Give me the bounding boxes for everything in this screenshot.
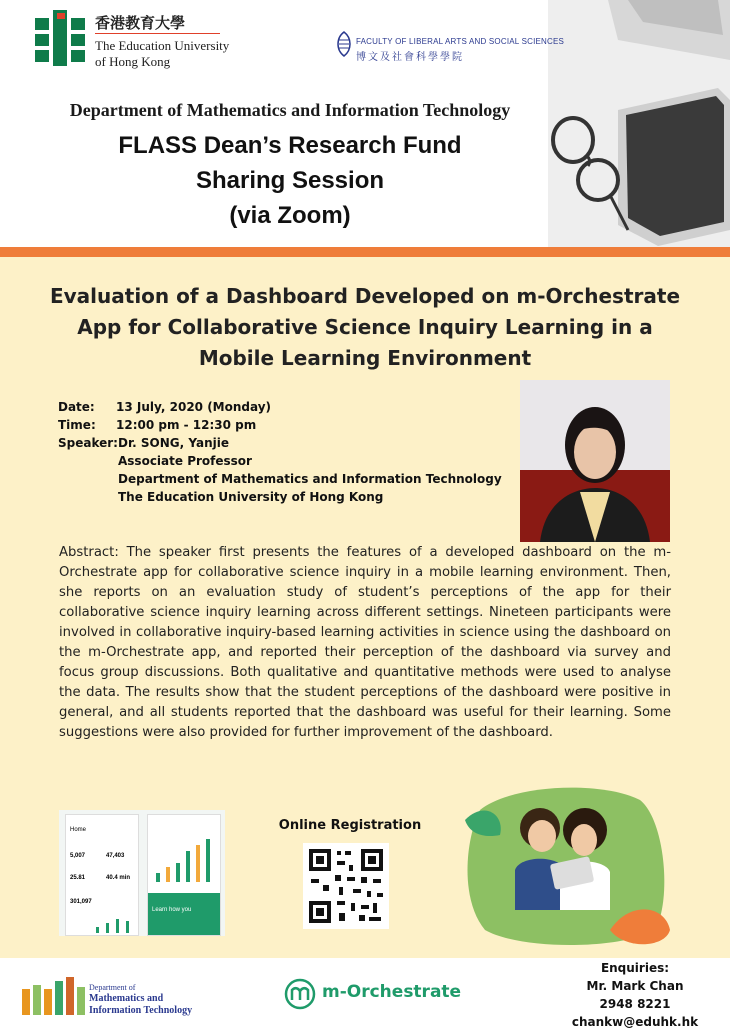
orange-divider [0,247,730,257]
speaker-title: Associate Professor [118,454,252,468]
abstract-text: Abstract: The speaker first presents the features of a developed dashboard on the m-Orchestrate app for collaborative science inquiry in a mobile learning environment. Then, she reports on an evaluation study of student’s perceptions of the app for their collaborative science inquiry learning across different settings. Nineteen participants were involved in collaborative inquiry-based learning activities in science using the dashboard on the m-Orchestrate app, and reported their perception of the dashboard via survey and focus group discussions. Both qualitative and quantitative methods were used to analyse the data. The results show that the student perceptions of the dashboard were positive in general, and all students reported that the dashboard was useful for their learning. Some suggestions were also provided for further improvement of the dashboard. [59,545,671,740]
speaker-university: The Education University of Hong Kong [118,490,384,504]
app-stat-3: 25.81 [70,875,86,881]
desk-photo [548,0,730,247]
app-home-label: Home [70,827,87,833]
children-tablet-photo [460,780,672,952]
department-title: Department of Mathematics and Information Technology [69,100,511,120]
eduhk-name-en-1: The Education University [95,38,230,53]
app-stat-5: 301,097 [70,899,92,905]
headline-line-3: (via Zoom) [229,202,351,229]
time-value: 12:00 pm - 12:30 pm [116,418,257,432]
online-registration-label: Online Registration [278,818,422,833]
contact-name: Mr. Mark Chan [586,979,684,993]
headline-line-2: Sharing Session [195,167,385,194]
qr-code[interactable] [303,843,389,929]
flass-logo-icon [333,30,355,58]
date-value: 13 July, 2020 (Monday) [116,400,272,414]
app-bar-chart [152,837,216,882]
mit-line-2: Mathematics and [89,993,164,1004]
date-label: Date: [58,400,95,414]
phone-home-screen [65,814,139,936]
speaker-label: Speaker: [58,436,118,450]
headline-line-1: FLASS Dean’s Research Fund [118,132,462,159]
phone-chart-screen [147,814,221,936]
app-stat-2: 47,403 [106,853,125,859]
talk-title-line-1: Evaluation of a Dashboard Developed on m-Orchestrate [49,284,681,308]
app-stat-4: 40.4 min [106,875,131,881]
speaker-department: Department of Mathematics and Information Technology [118,472,502,486]
talk-title [0,281,730,374]
app-stat-1: 5,007 [70,853,86,859]
m-orchestrate-logo-icon [284,978,316,1010]
talk-title-line-3: Mobile Learning Environment [198,346,532,370]
mit-logo-icon [20,975,90,1017]
eduhk-name-zh: 香港教育大學 [95,14,186,32]
speaker-photo [520,380,670,542]
m-orchestrate-name: m-Orchestrate [322,982,462,1002]
mit-line-3: Information Technology [89,1005,193,1016]
app-learn-card [148,893,220,935]
speaker-name: Dr. SONG, Yanjie [118,436,229,450]
enquiries-label: Enquiries: [600,961,670,975]
contact-phone: 2948 8221 [599,997,671,1011]
flass-name-zh: 博文及社會科學學院 [356,52,464,63]
talk-title-line-2: App for Collaborative Science Inquiry Learning in a [77,315,653,339]
contact-email[interactable]: chankw@eduhk.hk [571,1015,699,1029]
app-learn-text: Learn how you [152,907,192,913]
eduhk-divider [95,33,220,34]
eduhk-name-en-2: of Hong Kong [95,54,171,69]
eduhk-logo-icon [35,10,87,66]
time-label: Time: [58,418,96,432]
app-screenshot [59,810,225,936]
app-mini-bars [94,915,134,933]
flass-name-en: FACULTY OF LIBERAL ARTS AND SOCIAL SCIENCES [356,37,565,46]
mit-line-1: Department of [89,983,136,992]
